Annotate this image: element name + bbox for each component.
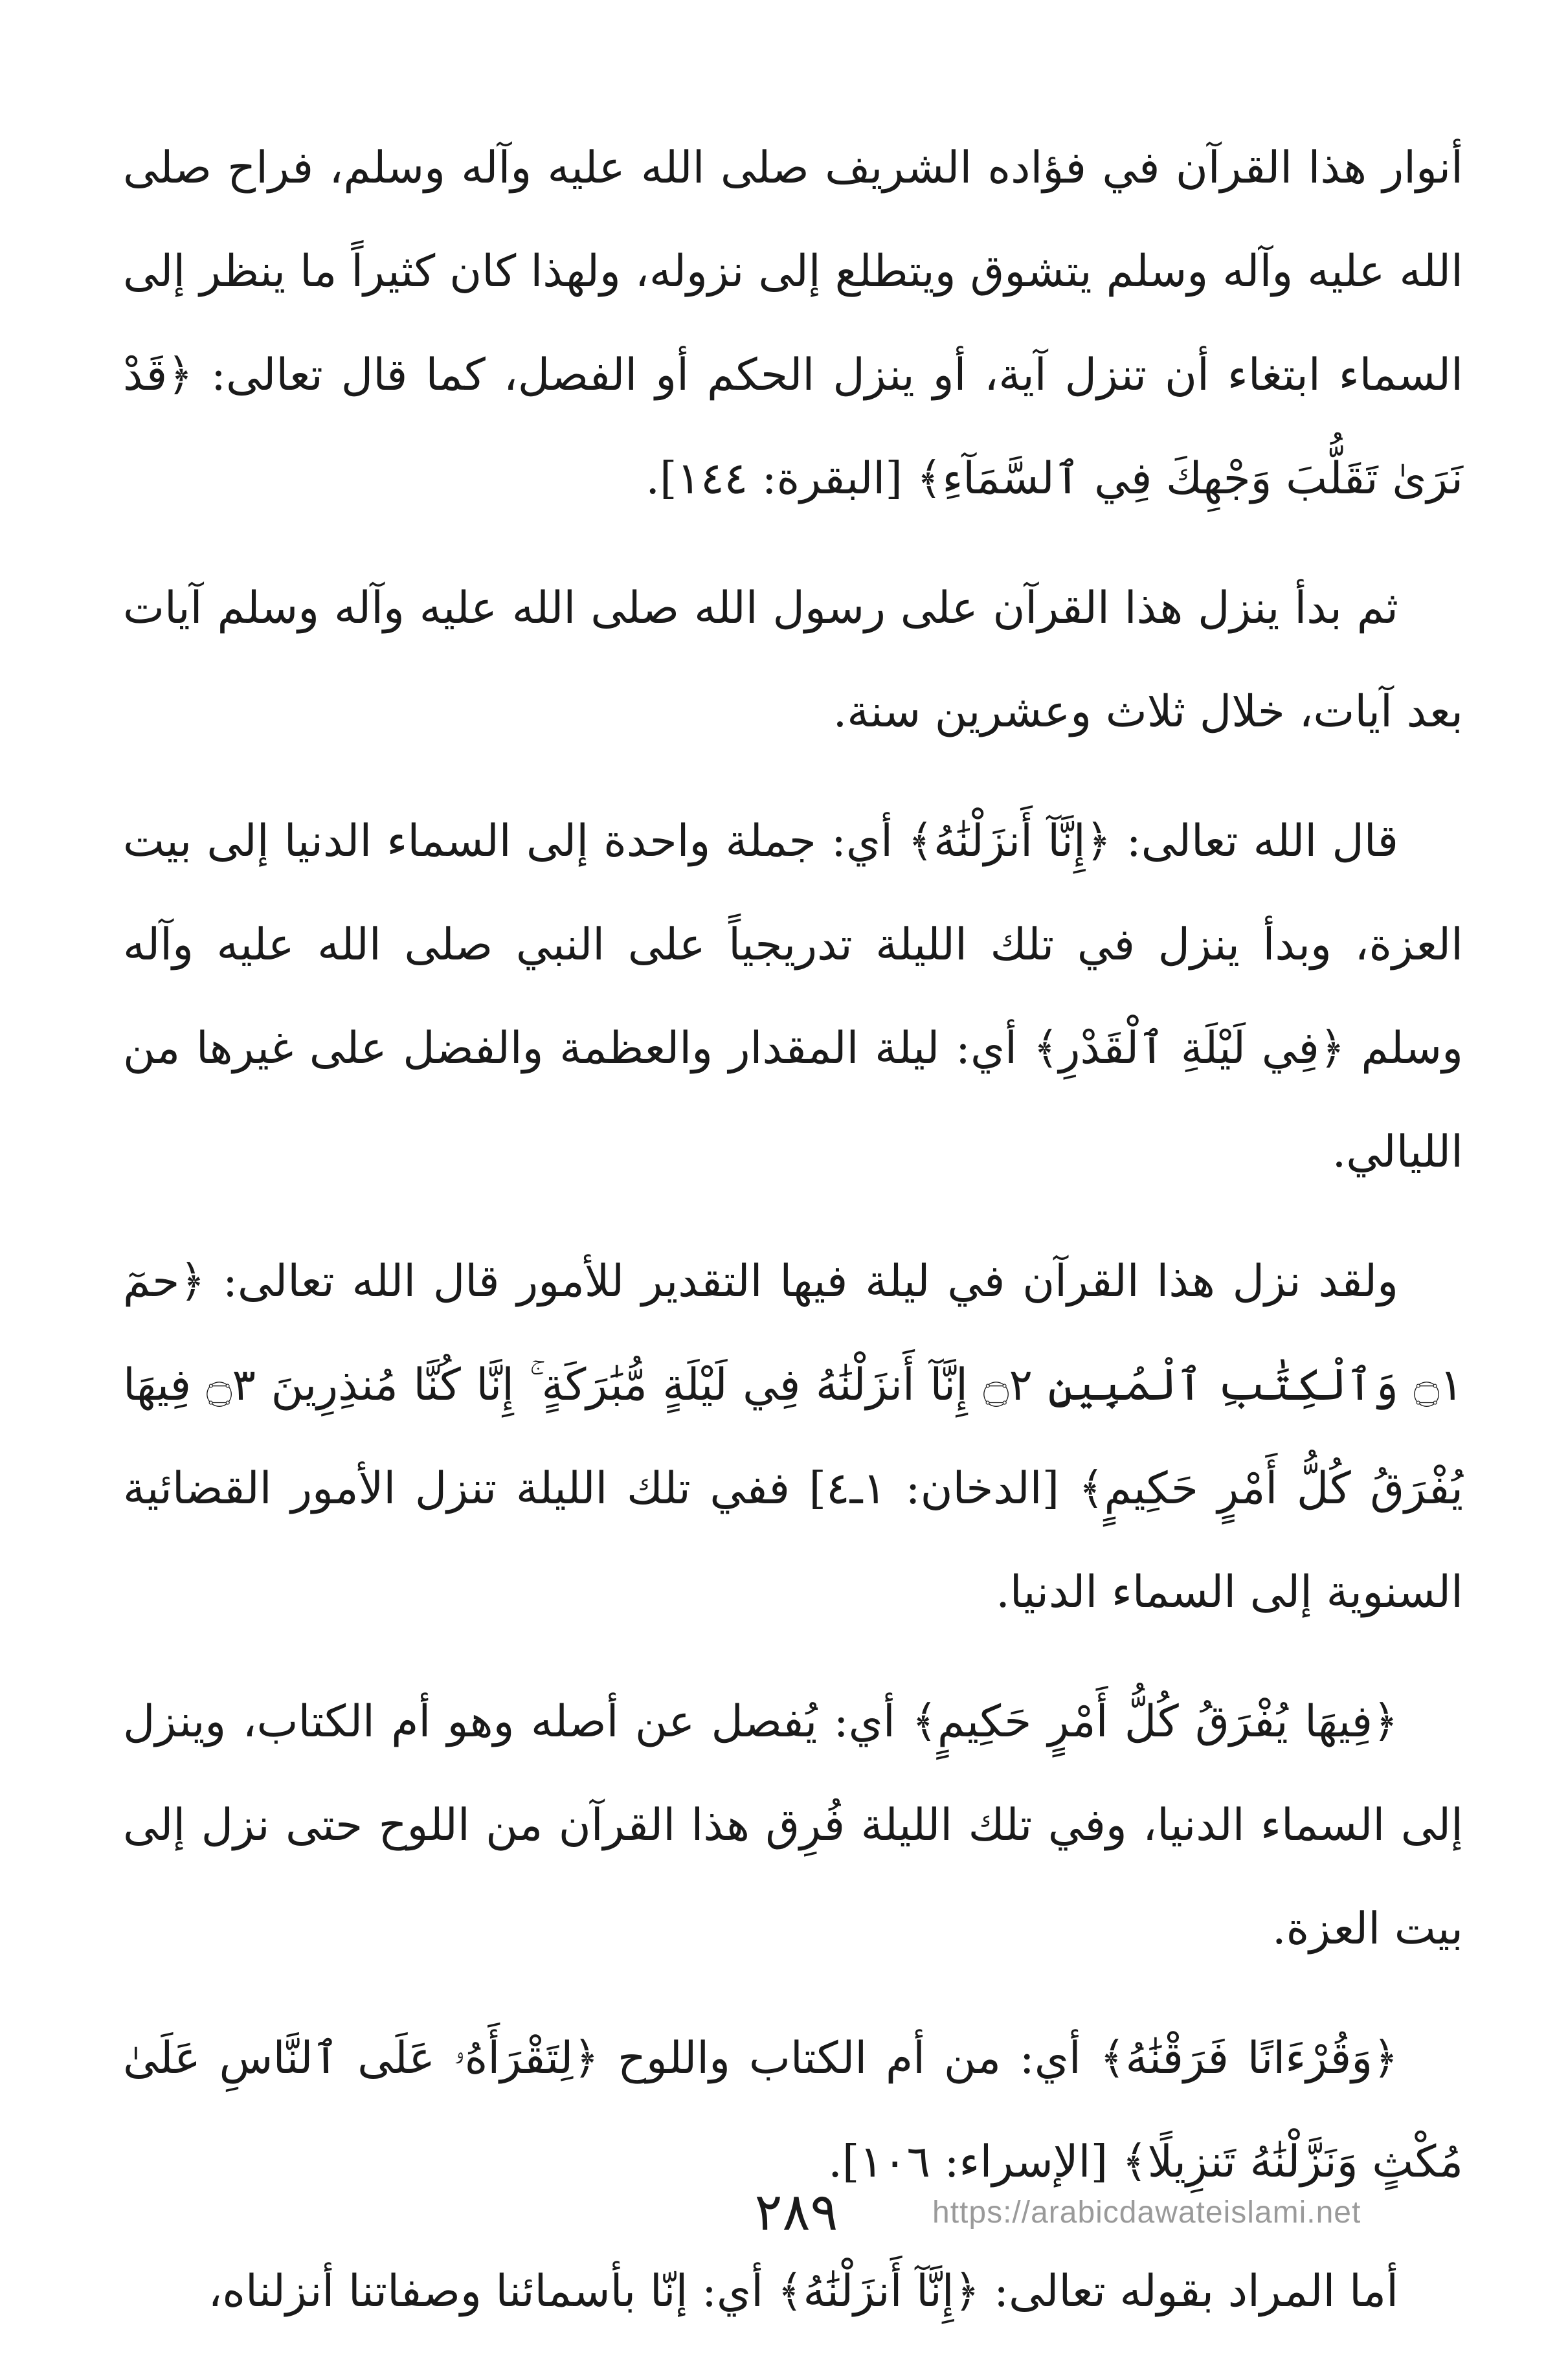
paragraph-6: ﴿وَقُرْءَانًا فَرَقْنَٰهُ﴾ أي: من أم الكتاب واللوح ﴿لِتَقْرَأَهُۥ عَلَى ٱلنَّاسِ عَلَىٰ مُكْثٍ وَنَزَّلْنَٰهُ تَنزِيلًا﴾ [الإسراء: ١٠٦].: [123, 2033, 1463, 2188]
paragraph-5: ﴿فِيهَا يُفْرَقُ كُلُّ أَمْرٍ حَكِيمٍ﴾ أي: يُفصل عن أصله وهو أم الكتاب، وينزل إلى السماء الدنيا، وفي تلك الليلة فُرِق هذا القرآن من اللوح حتى نزل إلى بيت العزة.: [123, 1696, 1463, 1955]
paragraph-4: ولقد نزل هذا القرآن في ليلة فيها التقدير للأمور قال الله تعالى: ﴿حمٓ ۝١ وَٱلْكِتَٰبِ ٱلْمُبِينِ ۝٢ إِنَّآ أَنزَلْنَٰهُ فِي لَيْلَةٍ مُّبَٰرَكَةٍ ۚ إِنَّا كُنَّا مُنذِرِينَ ۝٣ فِيهَا يُفْرَقُ كُلُّ أَمْرٍ حَكِيمٍ﴾ [الدخان: ١ـ٤] ففي تلك الليلة تنزل الأمور القضائية السنوية إلى السماء الدنيا.: [123, 1256, 1463, 1618]
page-number: ٢٨٩: [754, 2182, 838, 2242]
paragraph-7: أما المراد بقوله تعالى: ﴿إِنَّآ أَنزَلْنَٰهُ﴾ أي: إنّا بأسمائنا وصفاتنا أنزلناه،: [208, 2266, 1398, 2317]
page-footer: [0, 2175, 1568, 2266]
watermark-url: https://arabicdawateislami.net: [932, 2195, 1361, 2230]
paragraph-3: قال الله تعالى: ﴿إِنَّآ أَنزَلْنَٰهُ﴾ أي: جملة واحدة إلى السماء الدنيا إلى بيت العزة، وبدأ ينزل في تلك الليلة تدريجياً على النبي صلى الله عليه وآله وسلم ﴿فِي لَيْلَةِ ٱلْقَدْرِ﴾ أي: ليلة المقدار والعظمة والفضل على غيرها من الليالي.: [123, 816, 1463, 1178]
page-body: [123, 117, 1463, 2317]
paragraph-1: أنوار هذا القرآن في فؤاده الشريف صلى الله عليه وآله وسلم، فراح صلى الله عليه وآله وسلم يتشوق ويتطلع إلى نزوله، ولهذا كان كثيراً ما ينظر إلى السماء ابتغاء أن تنزل آية، أو ينزل الحكم أو الفصل، كما قال تعالى: ﴿قَدْ نَرَىٰ تَقَلُّبَ وَجْهِكَ فِي ٱلسَّمَآءِ﴾ [البقرة: ١٤٤].: [123, 142, 1463, 504]
paragraph-2: ثم بدأ ينزل هذا القرآن على رسول الله صلى الله عليه وآله وسلم آيات بعد آيات، خلال ثلاث وعشرين سنة.: [123, 583, 1463, 737]
